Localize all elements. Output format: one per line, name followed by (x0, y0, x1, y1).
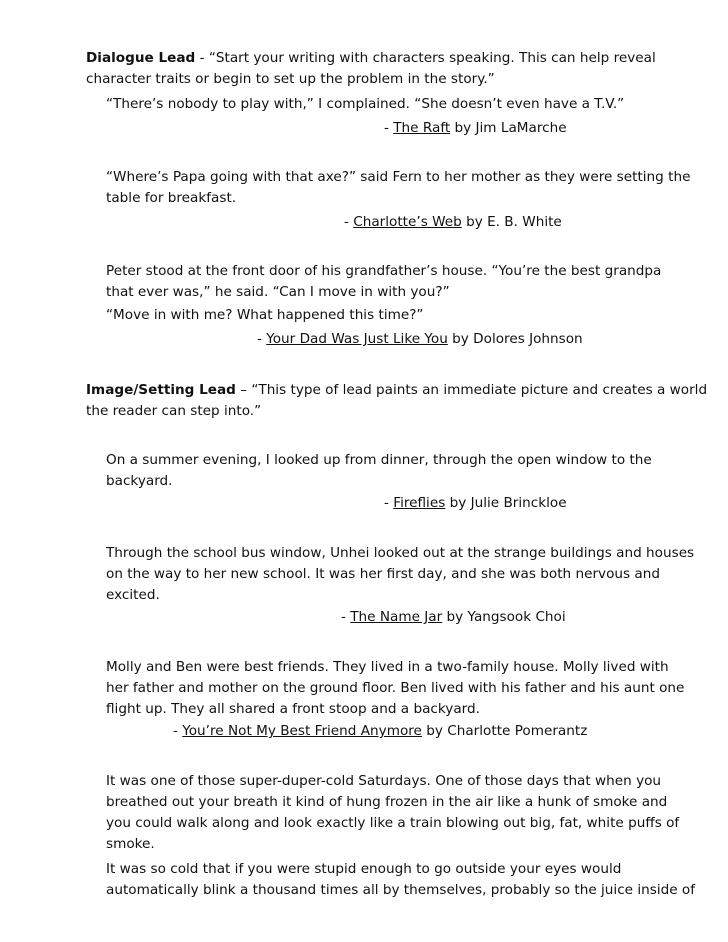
section-image-desc-line2: the reader can step into.” (86, 403, 262, 419)
example-text-line: smoke. (106, 836, 155, 852)
citation-fireflies: - Fireflies by Julie Brinckloe (384, 495, 567, 511)
example-text-line: flight up. They all shared a front stoop and a backyard. (106, 701, 480, 717)
book-title: Charlotte’s Web (353, 214, 462, 230)
book-title: Your Dad Was Just Like You (266, 331, 448, 347)
book-title: The Name Jar (350, 609, 443, 625)
section-heading-image-setting: Image/Setting Lead (86, 382, 236, 398)
citation-raft: - The Raft by Jim LaMarche (384, 120, 567, 136)
book-title: Fireflies (393, 495, 446, 511)
book-title: The Raft (393, 120, 451, 136)
book-title: You’re Not My Best Friend Anymore (182, 723, 422, 739)
example-text-line: on the way to her new school. It was her first day, and she was both nervous and (106, 566, 660, 582)
example-text-line: automatically blink a thousand times all by themselves, probably so the juice inside of (106, 882, 696, 898)
example-text-line: table for breakfast. (106, 190, 237, 206)
example-text-line: “There’s nobody to play with,” I complained. “She doesn’t even have a T.V.” (106, 96, 625, 112)
example-text-line: excited. (106, 587, 160, 603)
example-text-line: breathed out your breath it kind of hung frozen in the air like a hunk of smoke and (106, 794, 668, 810)
example-text-line: On a summer evening, I looked up from dinner, through the open window to the (106, 452, 652, 468)
citation-charlottes-web: - Charlotte’s Web by E. B. White (344, 214, 562, 230)
example-text-line: It was so cold that if you were stupid enough to go outside your eyes would (106, 861, 622, 877)
example-text-line: that ever was,” he said. “Can I move in with you?” (106, 284, 450, 300)
example-text-line: Peter stood at the front door of his grandfather’s house. “You’re the best grandpa (106, 263, 662, 279)
citation-name-jar: - The Name Jar by Yangsook Choi (341, 609, 566, 625)
example-text-line: Through the school bus window, Unhei looked out at the strange buildings and houses (106, 545, 695, 561)
section-image-desc-line1: Image/Setting Lead – “This type of lead paints an immediate picture and creates a world (86, 382, 708, 398)
citation-your-dad: - Your Dad Was Just Like You by Dolores Johnson (257, 331, 583, 347)
example-text-line: backyard. (106, 473, 173, 489)
example-text-line: It was one of those super-duper-cold Saturdays. One of those days that when you (106, 773, 662, 789)
section-heading-dialogue: Dialogue Lead (86, 50, 196, 66)
example-text-line: “Move in with me? What happened this time?” (106, 307, 424, 323)
example-text-line: her father and mother on the ground floor. Ben lived with his father and his aunt one (106, 680, 685, 696)
example-text-line: you could walk along and look exactly like a train blowing out big, fat, white puffs of (106, 815, 680, 831)
example-text-line: “Where’s Papa going with that axe?” said Fern to her mother as they were setting the (106, 169, 691, 185)
citation-best-friend: - You’re Not My Best Friend Anymore by Charlotte Pomerantz (173, 723, 588, 739)
section-dialogue-desc-line2: character traits or begin to set up the problem in the story.” (86, 71, 495, 87)
example-text-line: Molly and Ben were best friends. They lived in a two-family house. Molly lived with (106, 659, 669, 675)
section-dialogue-desc-line1: Dialogue Lead - “Start your writing with characters speaking. This can help reveal (86, 50, 656, 66)
